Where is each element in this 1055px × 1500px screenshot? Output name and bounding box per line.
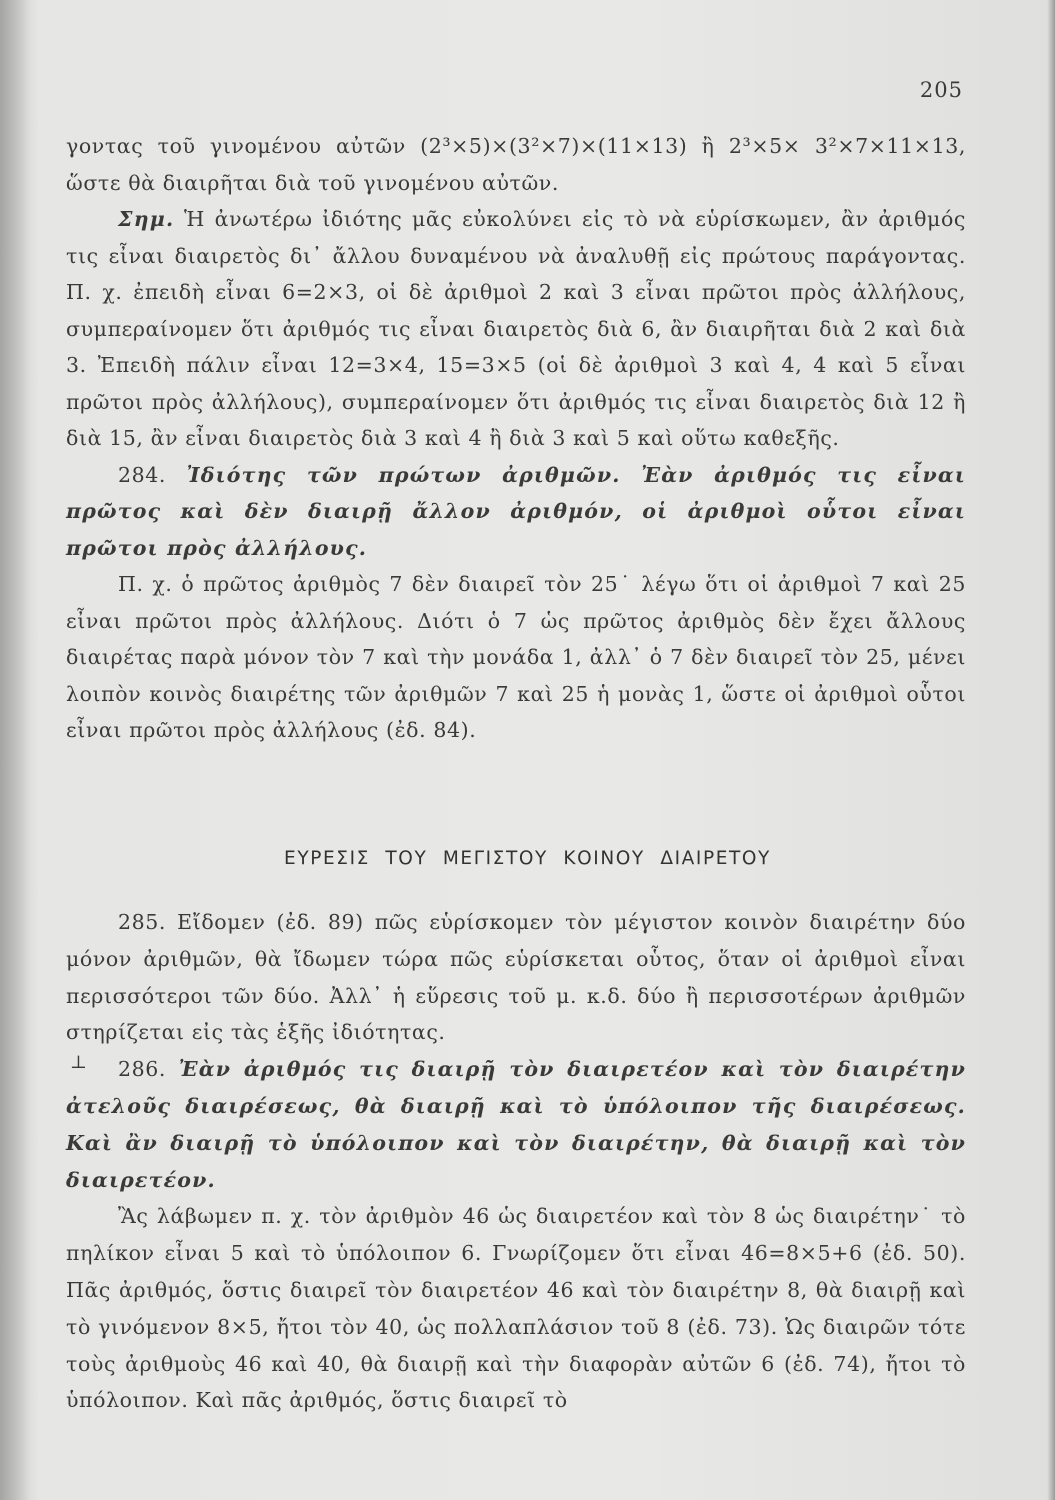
section-286-heading: Ἐὰν ἀριθμός τις διαιρῇ τὸν διαιρετέον καὶ τὸν διαιρέτην ἀτελοῦς διαιρέσεως, θὰ διαιρῇ καὶ τὸ ὑπόλοιπον τῆς διαιρέσεως. Καὶ ἂν διαιρῇ τὸ ὑπόλοιπον καὶ τὸν διαιρέτην, θὰ διαιρῇ καὶ τὸν διαιρετέον.: [66, 1057, 966, 1192]
note-paragraph: [66, 201, 966, 457]
intro-paragraph: γοντας τοῦ γινομένου αὐτῶν (2³×5)×(3²×7)×(11×13) ἢ 2³×5× 3²×7×11×13, ὥστε θὰ διαιρῆται διὰ τοῦ γινομένου αὐτῶν.: [66, 134, 966, 195]
section-286-body: Ἂς λάβωμεν π. χ. τὸν ἀριθμὸν 46 ὡς διαιρετέον καὶ τὸν 8 ὡς διαιρέτην˙ τὸ πηλίκον εἶναι 5 καὶ τὸ ὑπόλοιπον 6. Γνωρίζομεν ὅτι εἶναι 46=8×5+6 (ἐδ. 50). Πᾶς ἀριθμός, ὅστις διαιρεῖ τὸν διαιρετέον 46 καὶ τὸν διαιρέτην 8, θὰ διαιρῇ καὶ τὸ γινόμενον 8×5, ἤτοι τὸν 40, ὡς πολλαπλάσιον τοῦ 8 (ἐδ. 73). Ὡς διαιρῶν τότε τοὺς ἀριθμοὺς 46 καὶ 40, θὰ διαιρῇ καὶ τὴν διαφορὰν αὐτῶν 6 (ἐδ. 74), ἤτοι τὸ ὑπόλοιπον. Καὶ πᾶς ἀριθμός, ὅστις διαιρεῖ τὸ: [66, 1204, 966, 1413]
page-shadow: [0, 0, 30, 1500]
section-284-title: [66, 457, 966, 567]
margin-mark: ⊥: [70, 1052, 87, 1073]
section-285-paragraph: 285. Εἴδομεν (ἐδ. 89) πῶς εὑρίσκομεν τὸν μέγιστον κοινὸν διαιρέτην δύο μόνον ἀριθμῶν, θὰ ἴδωμεν τώρα πῶς εὑρίσκεται οὗτος, ὅταν οἱ ἀριθμοὶ εἶναι περισσότεροι τῶν δύο. Ἀλλ᾽ ἡ εὕρεσις τοῦ μ. κ.δ. δύο ἢ περισσοτέρων ἀριθμῶν στηρίζεται εἰς τὰς ἑξῆς ἰδιότητας.: [66, 910, 966, 1045]
section-284-body: Π. χ. ὁ πρῶτος ἀριθμὸς 7 δὲν διαιρεῖ τὸν 25˙ λέγω ὅτι οἱ ἀριθμοὶ 7 καὶ 25 εἶναι πρῶτοι πρὸς ἀλλήλους. Διότι ὁ 7 ὡς πρῶτος ἀριθμὸς δὲν ἔχει ἄλλους διαιρέτας παρὰ μόνον τὸν 7 καὶ τὴν μονάδα 1, ἀλλ᾽ ὁ 7 δὲν διαιρεῖ τὸν 25, μένει λοιπὸν κοινὸς διαιρέτης τῶν ἀριθμῶν 7 καὶ 25 ἡ μονὰς 1, ὥστε οἱ ἀριθμοὶ οὗτοι εἶναι πρῶτοι πρὸς ἀλλήλους (ἐδ. 84).: [66, 572, 966, 742]
section-284-heading: Ἰδιότης τῶν πρώτων ἀριθμῶν. Ἐὰν ἀριθμός τις εἶναι πρῶτος καὶ δὲν διαιρῇ ἄλλον ἀριθμόν, οἱ ἀριθμοὶ οὗτοι εἶναι πρῶτοι πρὸς ἀλλήλους.: [66, 462, 966, 560]
note-text: Ἡ ἀνωτέρω ἰδιότης μᾶς εὐκολύνει εἰς τὸ νὰ εὑρίσκωμεν, ἂν ἀριθμός τις εἶναι διαιρετὸς δι᾽ ἄλλου δυναμένου νὰ ἀναλυθῇ εἰς πρώτους παράγοντας. Π. χ. ἐπειδὴ εἶναι 6=2×3, οἱ δὲ ἀριθμοὶ 2 καὶ 3 εἶναι πρῶτοι πρὸς ἀλλήλους, συμπεραίνομεν ὅτι ἀριθμός τις εἶναι διαιρετὸς διὰ 6, ἂν διαιρῆται διὰ 2 καὶ διὰ 3. Ἐπειδὴ πάλιν εἶναι 12=3×4, 15=3×5 (οἱ δὲ ἀριθμοὶ 3 καὶ 4, 4 καὶ 5 εἶναι πρῶτοι πρὸς ἀλλήλους), συμπεραίνομεν ὅτι ἀριθμός τις εἶναι διαιρετὸς διὰ 12 ἢ διὰ 15, ἂν εἶναι διαιρετὸς διὰ 3 καὶ 4 ἢ διὰ 3 καὶ 5 καὶ οὕτω καθεξῆς.: [66, 207, 966, 450]
section-284-number: 284.: [118, 462, 167, 487]
page-number: 205: [919, 78, 963, 102]
page-edge: [1047, 0, 1055, 1500]
section-heading: ΕΥΡΕΣΙΣ ΤΟΥ ΜΕΓΙΣΤΟΥ ΚΟΙΝΟΥ ΔΙΑΙΡΕΤΟΥ: [284, 848, 771, 869]
lower-text-block: [66, 904, 966, 1419]
upper-text-block: [66, 128, 966, 749]
section-286-number: 286.: [118, 1057, 167, 1082]
section-286-title: [66, 1051, 966, 1198]
note-label: Σημ.: [118, 207, 175, 231]
